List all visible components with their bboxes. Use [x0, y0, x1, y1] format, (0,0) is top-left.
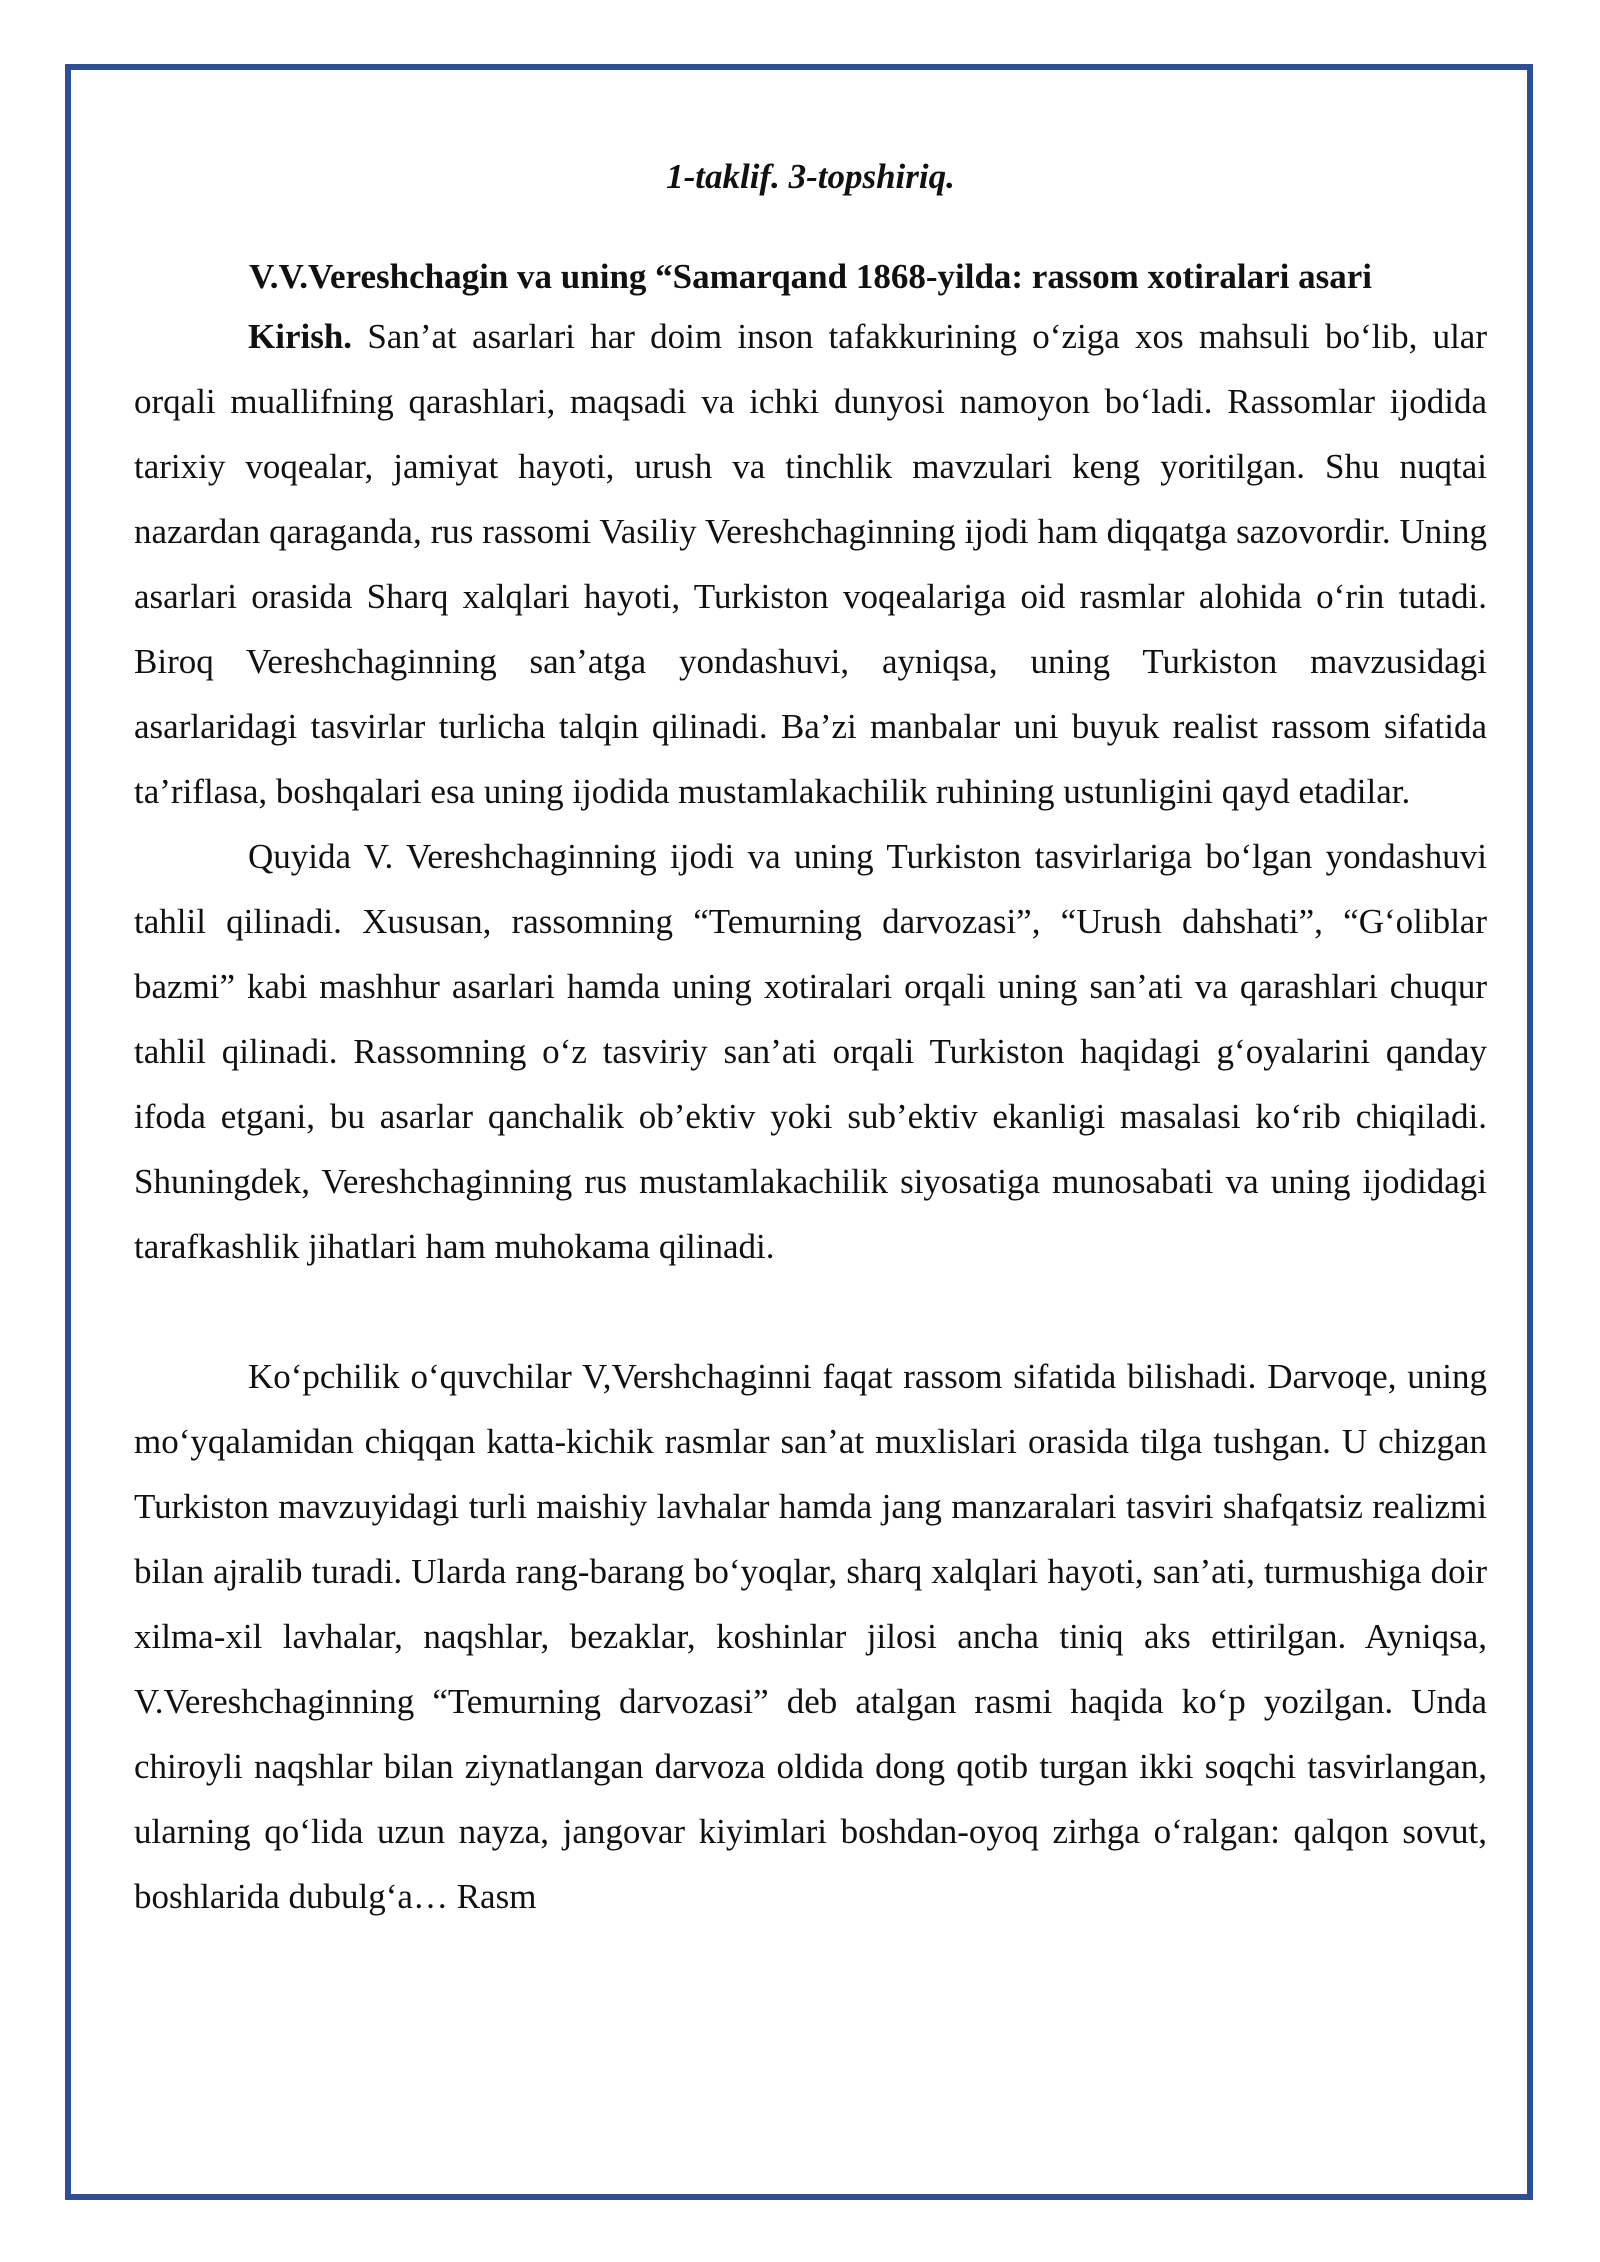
intro-text: San’at asarlari har doim inson tafakkurining o‘ziga xos mahsuli bo‘lib, ular orqali muallifning qarashlari, maqsadi va ichki dunyosi namoyon bo‘ladi. Rassomlar ijodida tarixiy voqealar, jamiyat hayoti, urush va tinchlik mavzulari keng yoritilgan. Shu nuqtai nazardan qaraganda, rus rassomi Vasiliy Vereshchaginning ijodi ham diqqatga sazovordir. Uning asarlari orasida Sharq xalqlari hayoti, Turkiston voqealariga oid rasmlar alohida o‘rin tutadi. Biroq Vereshchaginning san’atga yondashuvi, ayniqsa, uning Turkiston mavzusidagi asarlaridagi tasvirlar turlicha talqin qilinadi. Ba’zi manbalar uni buyuk realist rassom sifatida ta’riflasa, boshqalari esa uning ijodida mustamlakachilik ruhining ustunligini qayd etadilar.: [134, 317, 1487, 811]
task-heading: 1-taklif. 3-topshiriq.: [666, 157, 955, 196]
document-body: [134, 150, 1487, 1929]
paragraph-spacer: [134, 1279, 1487, 1344]
paragraph-2: Quyida V. Vereshchaginning ijodi va uning Turkiston tasvirlariga bo‘lgan yondashuvi tahlil qilinadi. Xususan, rassomning “Temurning darvozasi”, “Urush dahshati”, “G‘oliblar bazmi” kabi mashhur asarlari hamda uning xotiralari orqali uning san’ati va qarashlari chuqur tahlil qilinadi. Rassomning o‘z tasviriy san’ati orqali Turkiston haqidagi g‘oyalarini qanday ifoda etgani, bu asarlar qanchalik ob’ektiv yoki sub’ektiv ekanligi masalasi ko‘rib chiqiladi. Shuningdek, Vereshchaginning rus mustamlakachilik siyosatiga munosabati va uning ijodidagi tarafkashlik jihatlari ham muhokama qilinadi.: [134, 837, 1487, 1266]
document-title: V.V.Vereshchagin va uning “Samarqand 1868-yilda: rassom xotiralari asari: [248, 257, 1373, 296]
intro-paragraph: [134, 304, 1487, 824]
intro-lead: Kirish.: [248, 317, 353, 356]
paragraph-3: Ko‘pchilik o‘quvchilar V,Vershchaginni faqat rassom sifatida bilishadi. Darvoqe, uning mo‘yqalamidan chiqqan katta-kichik rasmlar san’at muxlislari orasida tilga tushgan. U chizgan Turkiston mavzuyidagi turli maishiy lavhalar hamda jang manzaralari tasviri shafqatsiz realizmi bilan ajralib turadi. Ularda rang-barang bo‘yoqlar, sharq xalqlari hayoti, san’ati, turmushiga doir xilma-xil lavhalar, naqshlar, bezaklar, koshinlar jilosi ancha tiniq aks ettirilgan. Ayniqsa, V.Vereshchaginning “Temurning darvozasi” deb atalgan rasmi haqida ko‘p yozilgan. Unda chiroyli naqshlar bilan ziynatlangan darvoza oldida dong qotib turgan ikki soqchi tasvirlangan, ularning qo‘lida uzun nayza, jangovar kiyimlari boshdan-oyoq zirhga o‘ralgan: qalqon sovut, boshlarida dubulg‘a… Rasm: [134, 1357, 1487, 1916]
